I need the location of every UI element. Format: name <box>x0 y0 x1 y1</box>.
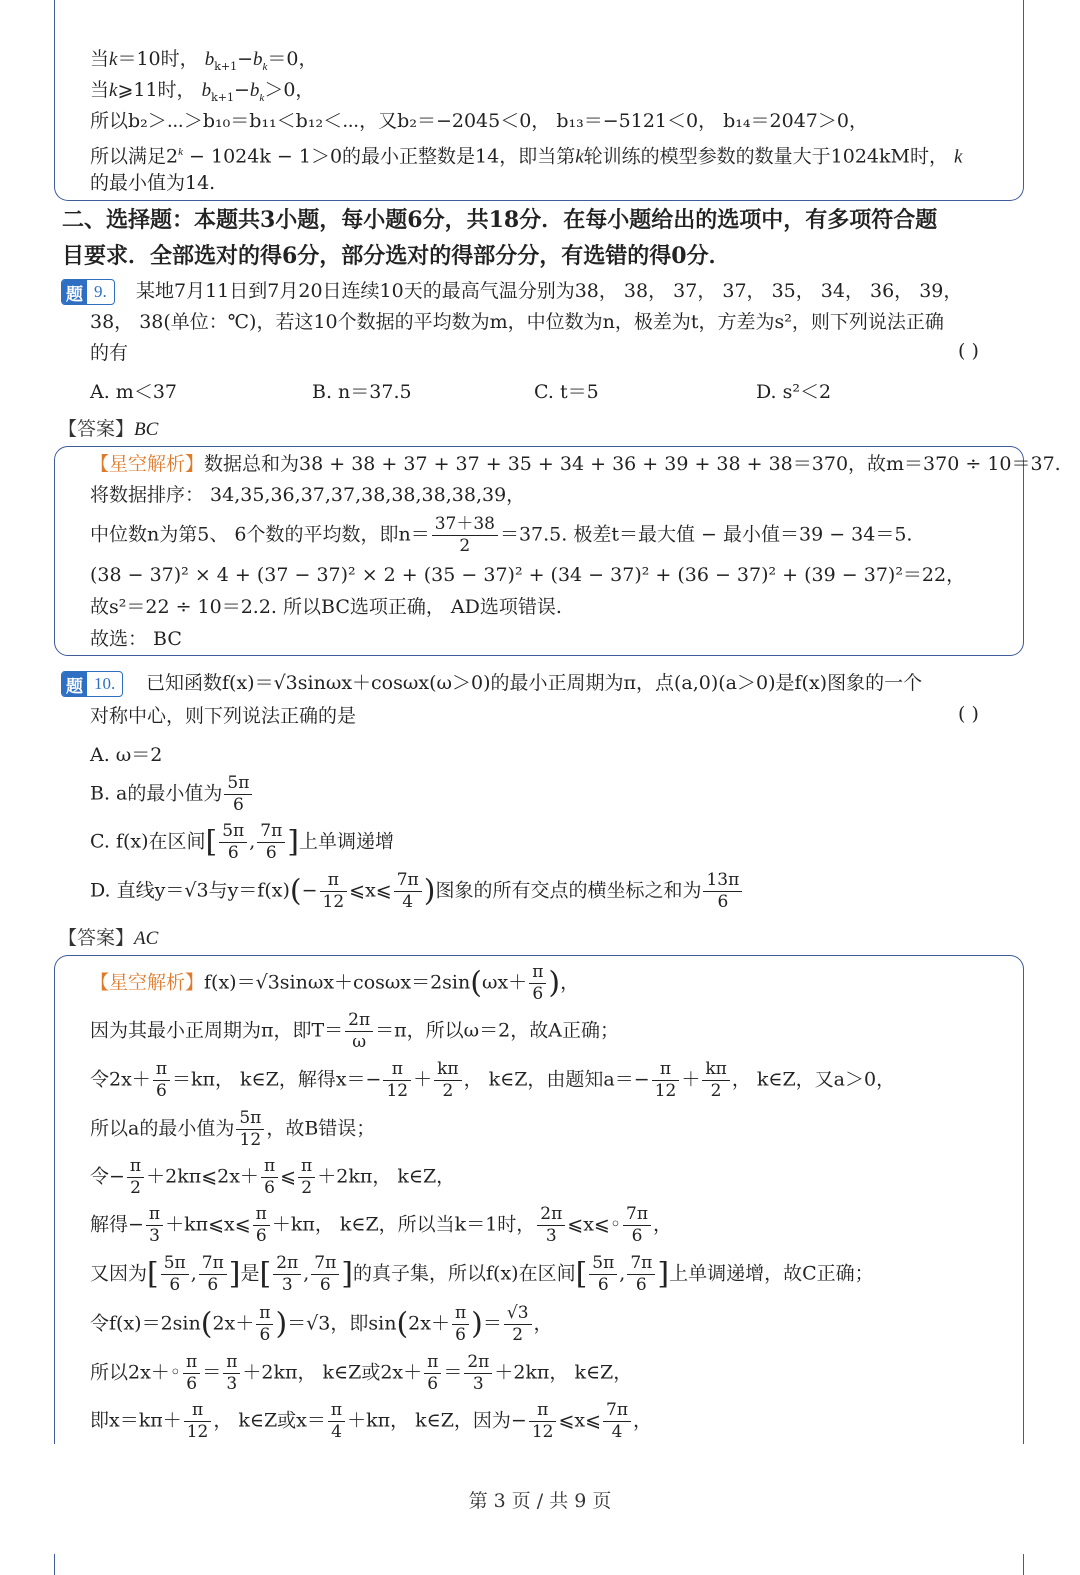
solution-line: 所以2x＋◦ $\frac{\pi}{6}$ ＝ $\frac{\pi}{3}$ ＋2kπ， k∈Z或2x＋ $\frac{\pi}{6}$ ＝ $\frac{2\pi}{3}$ ＋2kπ， k∈Z， <box>90 1352 633 1394</box>
solution-line: 又因为[ $\frac{5\pi}{6}$ , $\frac{7\pi}{6}$ ]是[ $\frac{2\pi}{3}$ , $\frac{7\pi}{6}$ ]的真子集，所以f(x)在区间[ $\frac{5\pi}{6}$ , $\frac{7\pi}{6}$ ]上单调递增，故C正确； <box>90 1253 874 1295</box>
option-a: A. m＜37 <box>90 381 177 403</box>
option-a: A. ω＝2 <box>90 744 163 766</box>
solution-line: 所以b₂＞⋯＞b₁₀＝b₁₁＜b₁₂＜⋯，又b₂＝−2045＜0， b₁₃＝−5121＜0， b₁₄＝2047＞0， <box>90 110 868 132</box>
answer-parentheses: ( ) <box>958 703 979 725</box>
solution-line: 【星空解析】数据总和为38 + 38 + 37 + 37 + 35 + 34 + 36 + 39 + 38 + 38＝370，故m＝370 ÷ 10＝37. <box>90 453 1061 475</box>
option-b: B. n＝37.5 <box>312 381 412 403</box>
solution-line: 【星空解析】f(x)＝√3sinωx＋cosωx＝2sin(ωx＋ $\frac{\pi}{6}$ )， <box>90 962 580 1004</box>
solution-line: 令− $\frac{\pi}{2}$ ＋2kπ⩽2x＋ $\frac{\pi}{6}$ ⩽ $\frac{\pi}{2}$ ＋2kπ， k∈Z， <box>90 1156 456 1198</box>
question-text: 已知函数f(x)＝√3sinωx＋cosωx(ω＞0)的最小正周期为π，点(a,0)(a＞0)是f(x)图象的一个 <box>146 672 923 694</box>
question-tag: 题 10. <box>61 671 123 697</box>
solution-line: 解得− $\frac{\pi}{3}$ ＋kπ⩽x⩽ $\frac{\pi}{6}$ ＋kπ， k∈Z，所以当k＝1时， $\frac{2\pi}{3}$ ⩽x⩽◦ $\frac{7\pi}{6}$ ， <box>90 1204 673 1246</box>
solution-line: 中位数n为第5、 6个数的平均数，即n＝ $\frac{37+38}{2}$ ＝37.5. 极差t＝最大值 − 最小值＝39 − 34＝5. <box>90 514 913 556</box>
answer-line: 【答案】AC <box>58 927 159 949</box>
page-footer: 第 3 页 / 共 9 页 <box>468 1490 612 1512</box>
solution-line: 令f(x)＝2sin(2x＋ $\frac{\pi}{6}$ )＝√3，即sin(2x＋ $\frac{\pi}{6}$ )＝ $\frac{√3}{2}$ ， <box>90 1303 553 1345</box>
question-tag: 题 9. <box>61 279 115 305</box>
option-b: B. a的最小值为 $\frac{5\pi}{6}$ <box>90 775 254 814</box>
question-text: 对称中心，则下列说法正确的是 <box>90 705 357 727</box>
solution-line: 将数据排序： 34,35,36,37,37,38,38,38,38,39， <box>90 484 526 506</box>
solution-line: 所以满足$2^k - 1024k - 1>0$的最小正整数是14，即当第k轮训练的模型参数的数量大于1024kM时， k <box>90 145 963 168</box>
answer-line: 【答案】BC <box>58 418 159 440</box>
solution-line: 令2x＋ $\frac{\pi}{6}$ ＝kπ， k∈Z，解得x＝− $\frac{\pi}{12}$ ＋ $\frac{k\pi}{2}$ ， k∈Z，由题知a＝− $\frac{\pi}{12}$ ＋ $\frac{k\pi}{2}$ ， k∈Z，又a＞0， <box>90 1059 896 1101</box>
solution-line: 的最小值为14. <box>90 172 216 194</box>
answer-parentheses: ( ) <box>958 340 979 362</box>
option-d: D. 直线y＝√3与y＝f(x)(− $\frac{\pi}{12}$ ⩽x⩽ $\frac{7\pi}{4}$ )图象的所有交点的横坐标之和为 $\frac{13\pi}{6}$ <box>90 872 744 911</box>
solution-line: 因为其最小正周期为π，即T＝ $\frac{2\pi}{\omega}$ ＝π，所以ω＝2，故A正确； <box>90 1010 619 1052</box>
solution-line: 当k＝10时， $b_{k+1}-b_k=0$， <box>90 48 318 73</box>
solution-line: 故s²＝22 ÷ 10＝2.2. 所以BC选项正确， AD选项错误. <box>90 596 562 618</box>
question-text: 某地7月11日到7月20日连续10天的最高气温分别为38， 38， 37， 37， 35， 34， 36， 39， <box>136 280 963 302</box>
option-c: C. t＝5 <box>534 381 599 403</box>
solution-line: 故选： BC <box>90 628 182 650</box>
question-text: 38， 38(单位：℃)，若这10个数据的平均数为m，中位数为n，极差为t，方差为s²，则下列说法正确 <box>90 311 944 333</box>
option-d: D. s²＜2 <box>756 381 832 403</box>
section-heading: 二、选择题：本题共3小题，每小题6分，共18分．在每小题给出的选项中，有多项符合题 目要求．全部选对的得6分，部分选对的得部分分，有选错的得0分． <box>62 207 938 269</box>
solution-line: 即x＝kπ＋ $\frac{\pi}{12}$ ， k∈Z或x＝ $\frac{\pi}{4}$ ＋kπ， k∈Z，因为− $\frac{\pi}{12}$ ⩽x⩽ $\frac{7\pi}{4}$ ， <box>90 1400 653 1442</box>
option-c: C. f(x)在区间[ $\frac{5\pi}{6}$ , $\frac{7\pi}{6}$ ]上单调递增 <box>90 821 395 863</box>
question-text: 的有 <box>90 342 129 364</box>
solution-line: (38 − 37)² × 4 + (37 − 37)² × 2 + (35 − 37)² + (34 − 37)² + (36 − 37)² + (39 − 37)²＝22， <box>90 564 966 586</box>
solution-line: 当k⩾11时， $b_{k+1}-b_k>0$， <box>90 79 315 104</box>
solution-line: 所以a的最小值为 $\frac{5\pi}{12}$ ，故B错误； <box>90 1108 376 1150</box>
